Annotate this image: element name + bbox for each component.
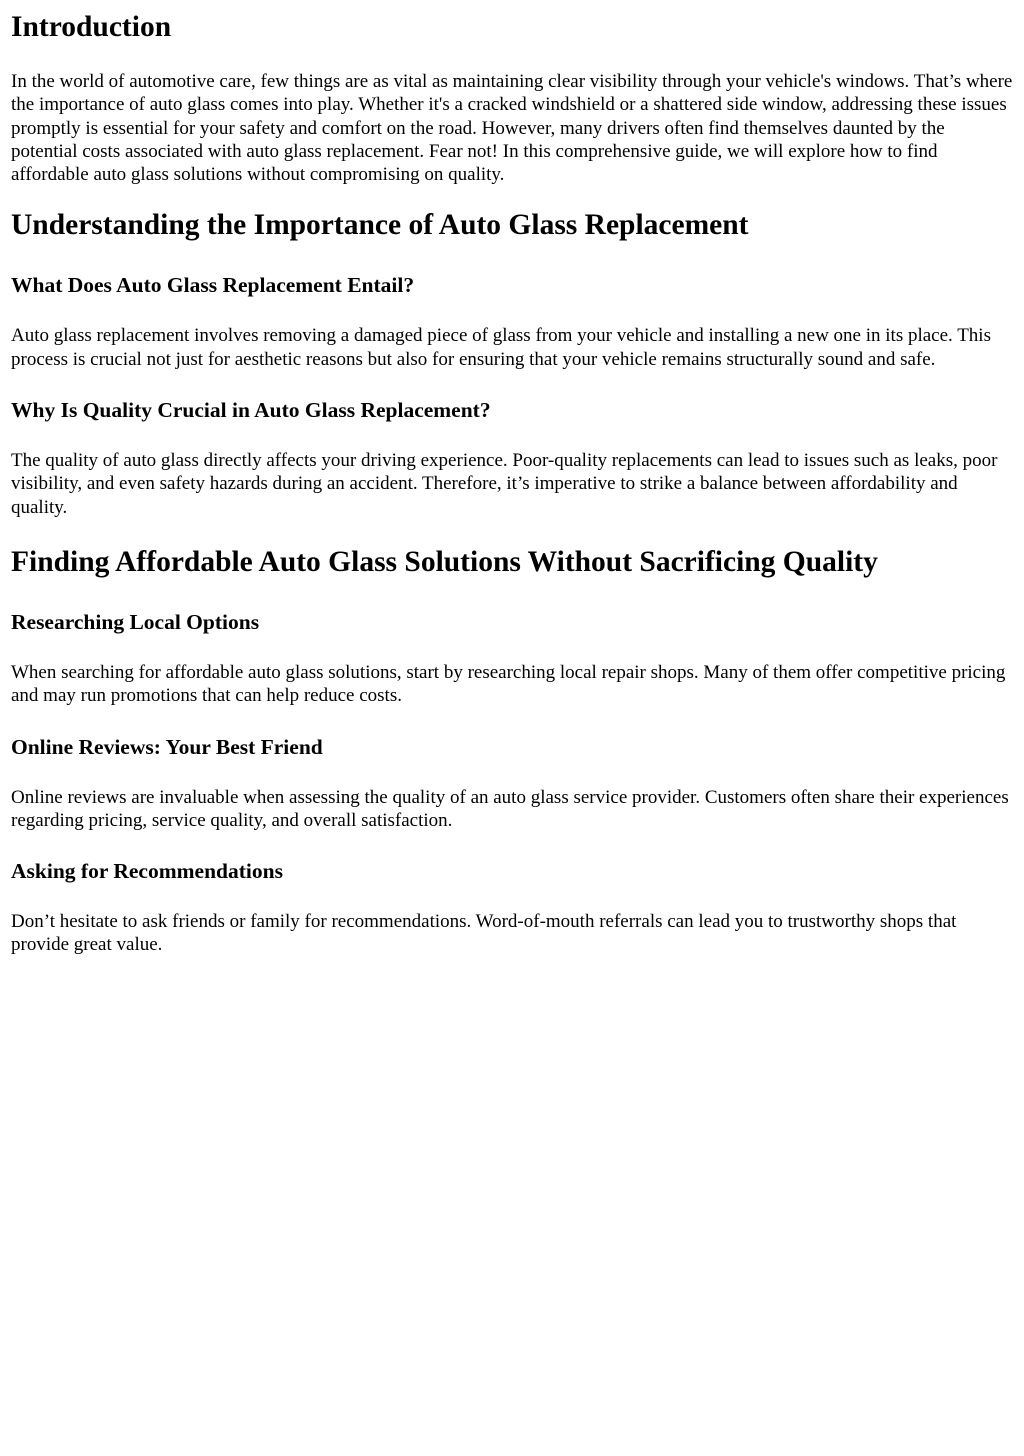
- subheading-researching-local: Researching Local Options: [11, 609, 260, 634]
- paragraph-why-quality: The quality of auto glass directly affects your driving experience. Poor-quality replacements can lead to issues such as leaks, poor visibility, and even safety hazards during an accident. Therefore, it’s imperative to strike a balance between affordability and quality.: [11, 450, 998, 518]
- section-heading-introduction: Introduction: [11, 11, 172, 43]
- subheading-online-reviews: Online Reviews: Your Best Friend: [11, 734, 323, 759]
- section-heading-finding-affordable: Finding Affordable Auto Glass Solutions Without Sacrificing Quality: [11, 545, 878, 578]
- article: [0, 10, 1024, 957]
- subheading-what-entails: What Does Auto Glass Replacement Entail?: [11, 273, 415, 298]
- paragraph-researching-local: When searching for affordable auto glass solutions, start by researching local repair shops. Many of them offer competitive pricing and may run promotions that can help reduce costs.: [11, 661, 1006, 707]
- paragraph-recommendations: Don’t hesitate to ask friends or family for recommendations. Word-of-mouth referrals can lead you to trustworthy shops that provide great value.: [11, 911, 957, 956]
- subheading-recommendations: Asking for Recommendations: [11, 859, 283, 884]
- paragraph-introduction: In the world of automotive care, few things are as vital as maintaining clear visibility through your vehicle's windows. That’s where the importance of auto glass comes into play. Whether it's a cracked windshield or a shattered side window, addressing these issues promptly is essential for your safety and comfort on the road. However, many drivers often find themselves daunted by the potential costs associated with auto glass replacement. Fear not! In this comprehensive guide, we will explore how to find affordable auto glass solutions without compromising on quality.: [11, 71, 1013, 186]
- paragraph-online-reviews: Online reviews are invaluable when assessing the quality of an auto glass service provider. Customers often share their experiences regarding pricing, service quality, and overall satisfaction.: [11, 786, 1009, 831]
- subheading-why-quality: Why Is Quality Crucial in Auto Glass Replacement?: [11, 398, 491, 423]
- paragraph-what-entails: Auto glass replacement involves removing a damaged piece of glass from your vehicle and installing a new one in its place. This process is crucial not just for aesthetic reasons but also for ensuring that your vehicle remains structurally sound and safe.: [11, 325, 991, 370]
- section-heading-understanding: Understanding the Importance of Auto Glass Replacement: [11, 209, 749, 242]
